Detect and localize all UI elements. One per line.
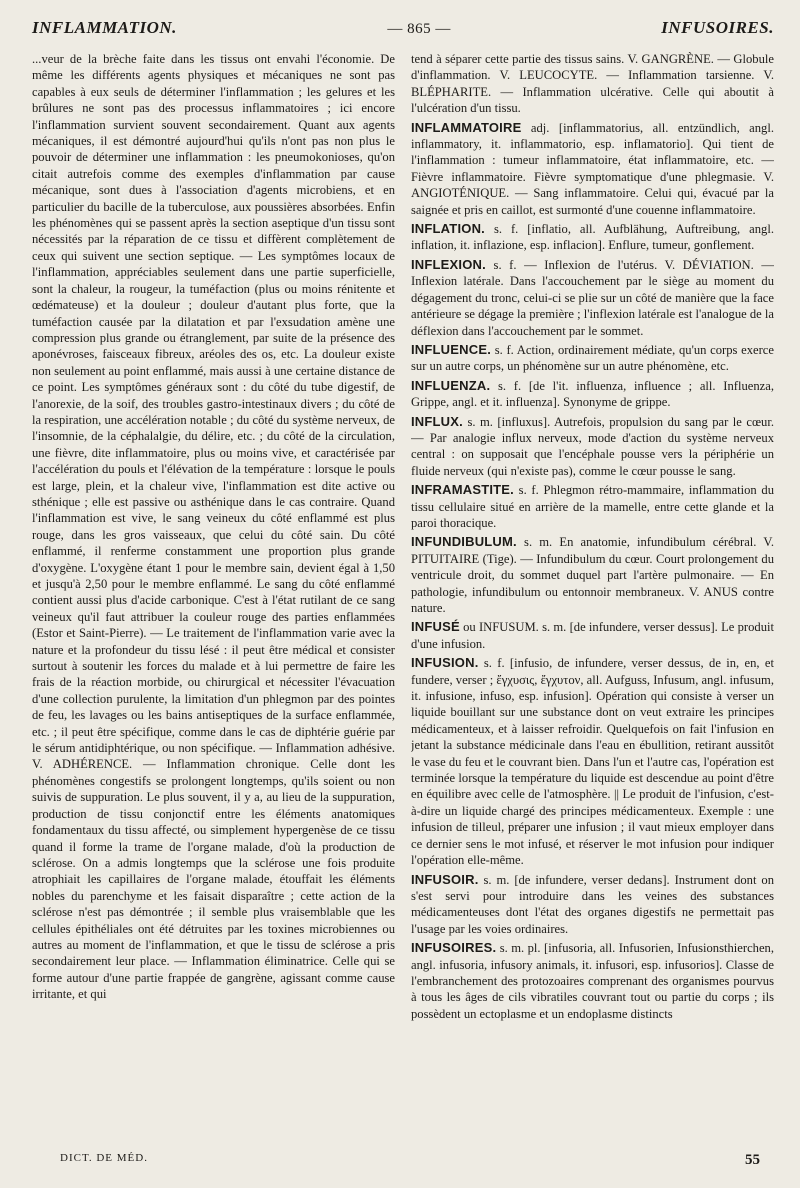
page-header: [32, 18, 774, 45]
entry-headword: INFLAMMATOIRE: [411, 119, 522, 135]
entry-headword: INFLUENZA.: [411, 377, 491, 393]
entry-infusion: INFUSION. s. f. [infusio, de infundere, verser dessus, de in, en, et fundere, verser ; ἔγχυσις, ἔγχυτον, all. Aufguss, Infusum, angl. infusum, it. infusione, infuso, esp. infusion]. Opération qui consiste à verser un liquide bouillant sur une substance dont on veut extraire les principes médicamenteux, et à laisser refroidir. Quelquefois on fait l'infusion en jetant la substance médicinale dans l'eau en ébullition, retirant aussitôt le vase du feu et le couvrant bien. Dans l'un et l'autre cas, l'opération est terminée lorsque la température du liquide est descendue au point d'être en équilibre avec celle de l'atmosphère. || Le produit de l'infusion, c'est-à-dire un liquide chargé des principes médicamenteux. Exemple : une infusion de tilleul, préparer une infusion ; il vaut mieux employer dans ce dernier sens le mot infusé, et réserver le mot infusion pour indiquer l'opération elle-même.: [411, 655, 774, 868]
entry-inframastite: INFRAMASTITE. s. f. Phlegmon rétro-mammaire, inflammation du tissu cellulaire situé en arrière de la mamelle, entre cette glande et la paroi thoracique.: [411, 482, 774, 530]
entry-inflexion: INFLEXION. s. f. — Inflexion de l'utérus. V. DÉVIATION. — Inflexion latérale. Dans l'accouchement par le siège au moment du dégagement du tronc, celui-ci se plie sur un côté de manière que la face antérieure se dégage la première ; l'inflexion latérale est l'analogue de la déflexion dans l'accouchement par le sommet.: [411, 256, 774, 338]
footer-page-number: 55: [745, 1152, 760, 1168]
header-right-word: INFUSOIRES.: [661, 18, 774, 37]
header-left-word: INFLAMMATION.: [32, 18, 177, 37]
entry-headword: INFLEXION.: [411, 256, 486, 272]
entry-infusoires: INFUSOIRES. s. m. pl. [infusoria, all. Infusorien, Infusionsthierchen, angl. infusoria, infusory animals, it. infusori, esp. infusorios]. Classe de l'embranchement des protozoaires comprenant des organismes pourvus à tous les âges de cils vibratiles couvrant tout ou partie du corps ; ils possèdent un ectoplasme et un endoplasme distincts: [411, 940, 774, 1021]
text-columns: [32, 51, 774, 1156]
entry-inflation: INFLATION. s. f. [inflatio, all. Aufblähung, Auftreibung, angl. inflation, it. inflazione, esp. inflacion]. Enflure, tumeur, gonflement.: [411, 221, 774, 253]
entry-inflammatoire: INFLAMMATOIRE adj. [inflammatorius, all. entzündlich, angl. inflammatory, it. inflammatorio, esp. inflamatorio]. Qui tient de l'inflammation : tumeur inflammatoire, état inflammatoire, etc. — Fièvre inflammatoire. Fièvre symptomatique d'une phlegmasie. V. ANGIOTÉNIQUE. — Sang inflammatoire. Celui qui, évacué par la saignée et pris en caillot, est surmonté d'une couenne inflammatoire.: [411, 119, 774, 217]
entry-headword: INFUSOIRES.: [411, 940, 497, 956]
left-column-text: ...veur de la brèche faite dans les tissus ont envahi l'économie. De même les différents agents physiques et mécaniques ne sont pas capables à eux seuls de déterminer l'inflammation ; les gelures et les brûlures ne sont pas des processus inflammatoires ; ici encore l'inflammation survient souvent secondairement. Quant aux agents mécaniques, il est démontré aujourd'hui qu'ils n'ont pas non plus le pouvoir de déterminer une inflammation : les pneumokonioses, qu'on citait autrefois comme des exemples d'inflammation par cause mécanique, sont dues à l'association d'agents microbiens, et en particulier du bacille de la tuberculose, aux poussières absorbées. Enfin les phénomènes qui se passent après la section aseptique d'un tissu sont nécessités par la réparation de ce tissu et diffèrent complètement de ceux qui suivent une section septique. — Les symptômes locaux de l'inflammation, appréciables seulement dans une partie superficielle, sont la chaleur, la rougeur, la tuméfaction (plus ou moins rénitente et œdémateuse) et la douleur ; douleur d'autant plus forte, que la tuméfaction causée par la dilatation et par l'exsudation amène une compression plus grande ou étranglement, par suite de la présence des aponévroses, faisceaux fibreux, aréoles des os, etc. La douleur existe non seulement au point enflammé, mais aussi à une certaine distance de ce point. Les symptômes généraux sont : du côté du tube digestif, de l'anorexie, de la soif, des troubles gastro-intestinaux divers ; du côté de la respiration, une accélération notable ; du côté du système nerveux, de l'insomnie, de la céphalalgie, du délire, etc. ; du côté de la circulation, une fièvre, dite inflammatoire, plus ou moins vive, et caractérisée par l'accélération du pouls et l'élévation de la température : lorsque le pouls est large, plein, et la chaleur vive, l'inflammation est dite active ou sthénique ; elle est passive ou asthénique dans le cas contraire. Quand l'inflammation est vive, le sang veineux du côté enflammé est plus rouge, dans les gros vaisseaux, que celui du côté sain. Du côté enflammé, il renferme constamment une proportion plus grande d'oxygène. L'oxygène étant 1 pour le membre sain, devient égal à 1,50 et jusqu'à 2,50 pour le membre enflammé. Le sang du côté enflammé contient aussi plus d'acide carbonique. C'est à l'état rutilant de ce sang veineux qu'il faut attribuer la couleur rouge des parties enflammées (Estor et Saint-Pierre). — Le traitement de l'inflammation varie avec la nature et la profondeur du tissu lésé : il peut être médical et consister surtout à soutenir les forces du malade et à lui permettre de faire les frais de la réaction morbide, ou chirurgical et nécessiter l'évacuation d'une collection purulente, la limitation d'un phlegmon par des pointes de feu, les lavages ou les bains antiseptiques de la surface enflammée, etc. ; il peut être spécifique, comme dans le cas de diphtérie guérie par le sérum antidiphtérique, ou non spécifique. — Inflammation adhésive. V. ADHÉRENCE. — Inflammation chronique. Celle dont les phénomènes congestifs se prolongent longtemps, qu'ils soient ou non suivis de suppuration. Le plus souvent, il y a, au lieu de la suppuration, production de tissu conjonctif entre les éléments anatomiques fondamentaux du tissu affecté, ou simplement hypergenèse de ce tissu quand il forme la trame de l'organe malade, d'où la production de sclérose. On a admis longtemps que la sclérose une fois produite atrophiait les capillaires de l'organe malade, étouffait les éléments nobles du parenchyme et les faisait disparaître ; cette action de la sclérose n'est pas démontrée ; il semble plus vraisemblable que les cellules épithéliales ont été détruites par les toxines microbiennes ou autres au moment de l'inflammation, et que le tissu de sclérose a pris secondairement leur place. — Inflammation éliminatrice. Celle qui se forme autour d'une partie frappée de gangrène, agissant comme cause irritante, et qui: [32, 52, 395, 1002]
entry-influence: INFLUENCE. s. f. Action, ordinairement médiate, qu'un corps exerce sur un autre corps, un phénomène sur un autre phénomène, etc.: [411, 341, 774, 374]
page-footer: [60, 1152, 760, 1169]
entry-headword: INFUSÉ: [411, 619, 460, 635]
entry-headword: INFRAMASTITE.: [411, 482, 514, 498]
left-column: [32, 51, 395, 1156]
entry-infusoir: INFUSOIR. s. m. [de infundere, verser dedans]. Instrument dont on s'est servi pour introduire dans les veines des substances médicamenteuses dont l'état des organes digestifs ne permettait pas l'usage par les voies ordinaires.: [411, 871, 774, 936]
entry-continuation: tend à séparer cette partie des tissus sains. V. GANGRÈNE. — Globule d'inflammation. V. LEUCOCYTE. — Inflammation tarsienne. V. BLÉPHARITE. — Inflammation ulcérative. Celle qui aboutit à l'ulcération d'un tissu.: [411, 52, 774, 116]
entry-infundibulum: INFUNDIBULUM. s. m. En anatomie, infundibulum cérébral. V. PITUITAIRE (Tige). — Infundibulum du cœur. Court prolongement du ventricule droit, du sommet duquel part l'artère pulmonaire. — En pathologie, infundibulum ou entonnoir membraneux. V. ANUS contre nature.: [411, 534, 774, 615]
footer-signature: DICT. DE MÉD.: [60, 1152, 148, 1164]
entry-headword: INFUSOIR.: [411, 871, 479, 887]
entry-headword: INFLUENCE.: [411, 341, 491, 357]
page-number-header: — 865 —: [387, 21, 451, 37]
entry-headword: INFLUX.: [411, 413, 463, 429]
right-column: [411, 51, 774, 1156]
entry-headword: INFUSION.: [411, 655, 479, 671]
entry-influx: INFLUX. s. m. [influxus]. Autrefois, propulsion du sang par le cœur. — Par analogie influx nerveux, mode d'action du système nerveux central : on supposait que l'encéphale pousse vers la périphérie un fluide nerveux (qui n'existe pas), comme le cœur pousse le sang.: [411, 413, 774, 478]
entry-influenza: INFLUENZA. s. f. [de l'it. influenza, influence ; all. Influenza, Grippe, angl. et it. influenza]. Synonyme de grippe.: [411, 377, 774, 410]
entry-headword: INFLATION.: [411, 221, 485, 237]
entry-infuse: INFUSÉ ou INFUSUM. s. m. [de infundere, verser dessus]. Le produit d'une infusion.: [411, 619, 774, 651]
entry-headword: INFUNDIBULUM.: [411, 534, 517, 550]
